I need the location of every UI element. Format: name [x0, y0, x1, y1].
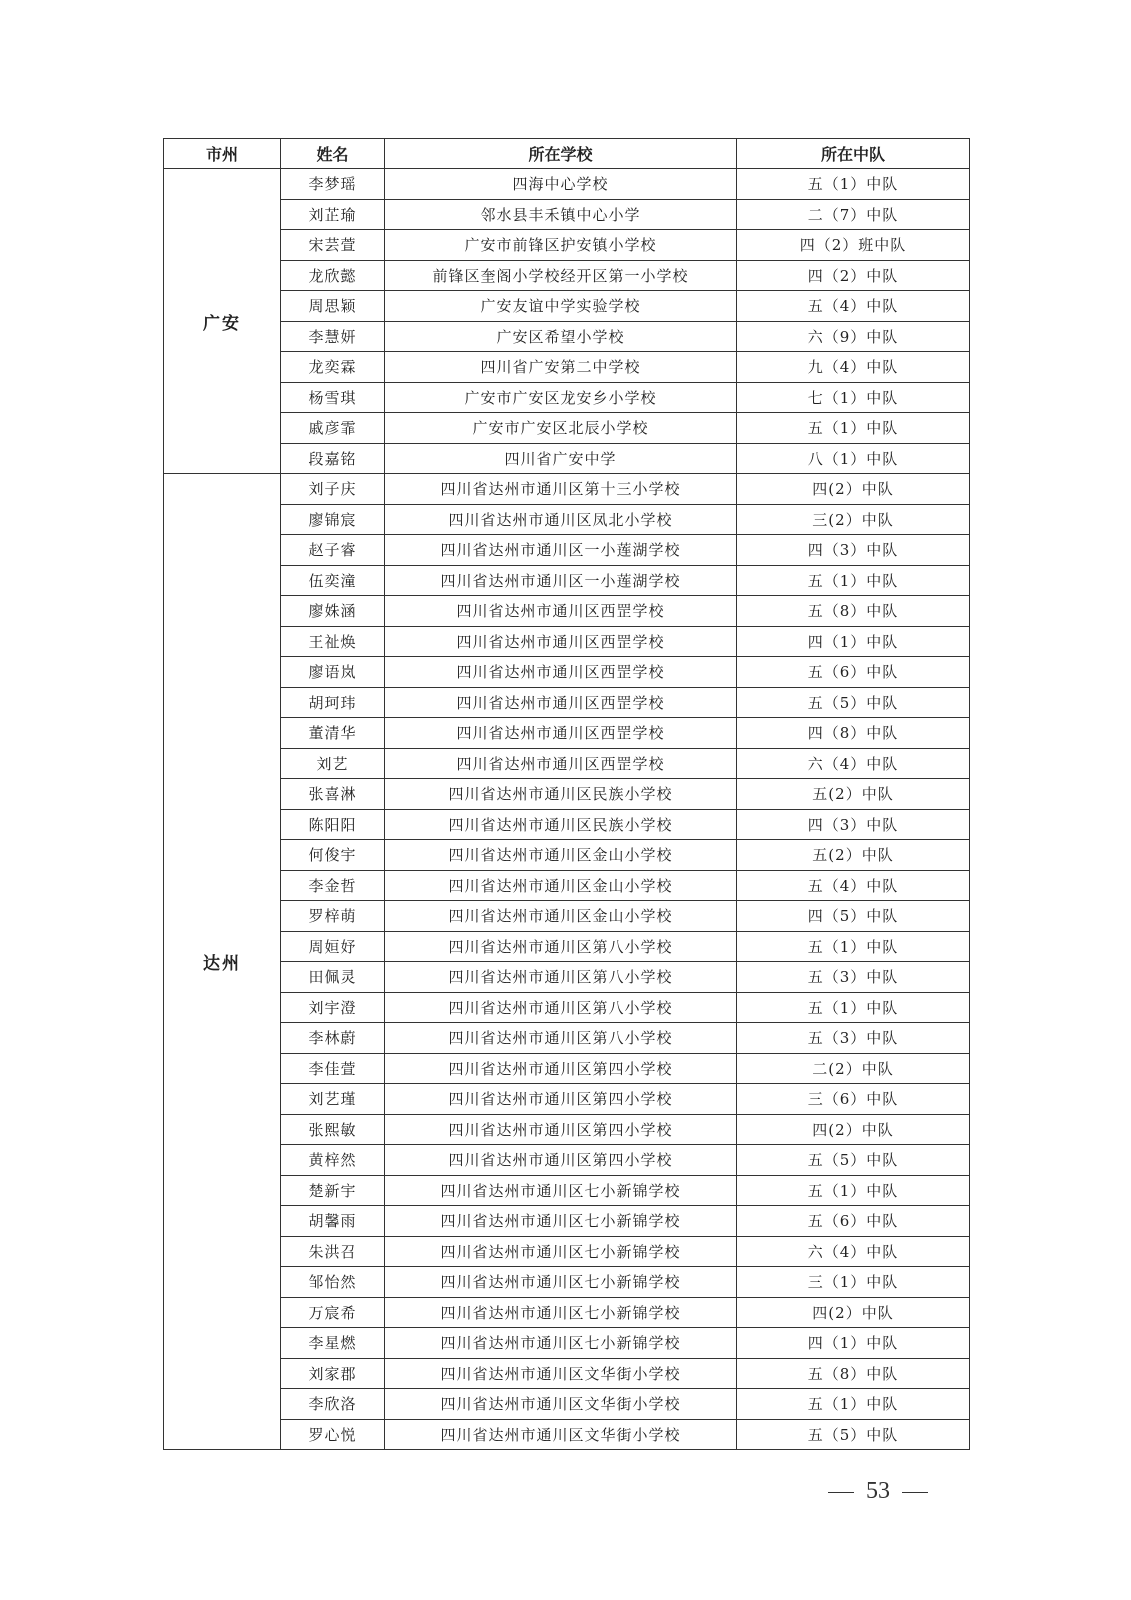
header-row: [164, 139, 970, 169]
table-row: [164, 413, 970, 444]
school-cell: 四川省达州市通川区第八小学校: [385, 962, 737, 993]
name-cell: 王祉焕: [281, 626, 385, 657]
table-row: [164, 382, 970, 413]
school-cell: 四川省达州市通川区西罡学校: [385, 718, 737, 749]
school-cell: 四川省广安中学: [385, 443, 737, 474]
school-cell: 四川省达州市通川区七小新锦学校: [385, 1236, 737, 1267]
squad-cell: 九（4）中队: [737, 352, 970, 383]
squad-cell: 五（4）中队: [737, 870, 970, 901]
school-cell: 四川省达州市通川区金山小学校: [385, 840, 737, 871]
name-cell: 刘芷瑜: [281, 199, 385, 230]
name-cell: 黄梓然: [281, 1145, 385, 1176]
table-row: [164, 169, 970, 200]
school-cell: 四川省达州市通川区七小新锦学校: [385, 1206, 737, 1237]
name-cell: 李欣洛: [281, 1389, 385, 1420]
roster-table: [163, 138, 970, 1450]
school-cell: 四川省达州市通川区凤北小学校: [385, 504, 737, 535]
name-cell: 廖锦宸: [281, 504, 385, 535]
name-cell: 朱洪召: [281, 1236, 385, 1267]
table-row: [164, 199, 970, 230]
school-cell: 广安友谊中学实验学校: [385, 291, 737, 322]
school-cell: 邻水县丰禾镇中心小学: [385, 199, 737, 230]
table-row: [164, 1053, 970, 1084]
table-row: [164, 1419, 970, 1450]
table-row: [164, 657, 970, 688]
school-cell: 四川省达州市通川区一小莲湖学校: [385, 535, 737, 566]
squad-cell: 五（1）中队: [737, 992, 970, 1023]
roster-body: [164, 169, 970, 1450]
squad-cell: 五（6）中队: [737, 1206, 970, 1237]
header-squad: 所在中队: [737, 139, 970, 169]
name-cell: 刘家郡: [281, 1358, 385, 1389]
school-cell: 四川省达州市通川区文华街小学校: [385, 1358, 737, 1389]
table-row: [164, 352, 970, 383]
name-cell: 廖姝涵: [281, 596, 385, 627]
school-cell: 四川省达州市通川区西罡学校: [385, 596, 737, 627]
squad-cell: 四（5）中队: [737, 901, 970, 932]
name-cell: 胡馨雨: [281, 1206, 385, 1237]
school-cell: 四川省达州市通川区第四小学校: [385, 1145, 737, 1176]
table-row: [164, 504, 970, 535]
table-row: [164, 931, 970, 962]
table-row: [164, 443, 970, 474]
header-city: 市州: [164, 139, 281, 169]
school-cell: 广安市广安区龙安乡小学校: [385, 382, 737, 413]
name-cell: 董清华: [281, 718, 385, 749]
table-row: [164, 1267, 970, 1298]
squad-cell: 六（4）中队: [737, 748, 970, 779]
name-cell: 刘宇澄: [281, 992, 385, 1023]
squad-cell: 三（1）中队: [737, 1267, 970, 1298]
table-row: [164, 1297, 970, 1328]
table-row: [164, 901, 970, 932]
school-cell: 四川省达州市通川区七小新锦学校: [385, 1267, 737, 1298]
table-row: [164, 1114, 970, 1145]
name-cell: 田佩灵: [281, 962, 385, 993]
school-cell: 四川省达州市通川区第十三小学校: [385, 474, 737, 505]
school-cell: 四川省达州市通川区西罡学校: [385, 657, 737, 688]
name-cell: 李佳萱: [281, 1053, 385, 1084]
squad-cell: 五（6）中队: [737, 657, 970, 688]
squad-cell: 五（8）中队: [737, 1358, 970, 1389]
name-cell: 李梦瑶: [281, 169, 385, 200]
name-cell: 周思颖: [281, 291, 385, 322]
school-cell: 四川省达州市通川区第八小学校: [385, 931, 737, 962]
squad-cell: 五（3）中队: [737, 1023, 970, 1054]
school-cell: 四川省达州市通川区文华街小学校: [385, 1419, 737, 1450]
squad-cell: 三(2）中队: [737, 504, 970, 535]
name-cell: 刘艺: [281, 748, 385, 779]
dash-right: [902, 1492, 928, 1493]
table-row: [164, 1358, 970, 1389]
squad-cell: 五（1）中队: [737, 1389, 970, 1420]
table-row: [164, 809, 970, 840]
squad-cell: 五（3）中队: [737, 962, 970, 993]
school-cell: 广安区希望小学校: [385, 321, 737, 352]
table-row: [164, 1389, 970, 1420]
squad-cell: 四（3）中队: [737, 809, 970, 840]
name-cell: 罗心悦: [281, 1419, 385, 1450]
name-cell: 周姮妤: [281, 931, 385, 962]
table-row: [164, 1328, 970, 1359]
name-cell: 万宸希: [281, 1297, 385, 1328]
squad-cell: 四（2）班中队: [737, 230, 970, 261]
name-cell: 楚新宇: [281, 1175, 385, 1206]
table-row: [164, 626, 970, 657]
school-cell: 广安市前锋区护安镇小学校: [385, 230, 737, 261]
name-cell: 段嘉铭: [281, 443, 385, 474]
name-cell: 张熙敏: [281, 1114, 385, 1145]
school-cell: 四川省达州市通川区民族小学校: [385, 779, 737, 810]
squad-cell: 五(2）中队: [737, 840, 970, 871]
table-row: [164, 260, 970, 291]
name-cell: 何俊宇: [281, 840, 385, 871]
city-cell: 达州: [164, 474, 281, 1450]
name-cell: 杨雪琪: [281, 382, 385, 413]
table-row: [164, 1206, 970, 1237]
page-number: [808, 1478, 948, 1505]
school-cell: 四川省达州市通川区第四小学校: [385, 1114, 737, 1145]
squad-cell: 六（9）中队: [737, 321, 970, 352]
squad-cell: 五（1）中队: [737, 565, 970, 596]
squad-cell: 五（4）中队: [737, 291, 970, 322]
table-row: [164, 291, 970, 322]
squad-cell: 五(2）中队: [737, 779, 970, 810]
school-cell: 四川省达州市通川区第八小学校: [385, 1023, 737, 1054]
name-cell: 龙欣懿: [281, 260, 385, 291]
table-row: [164, 230, 970, 261]
squad-cell: 七（1）中队: [737, 382, 970, 413]
header-school: 所在学校: [385, 139, 737, 169]
squad-cell: 六（4）中队: [737, 1236, 970, 1267]
table-row: [164, 962, 970, 993]
table-row: [164, 1236, 970, 1267]
squad-cell: 五（5）中队: [737, 1145, 970, 1176]
squad-cell: 四（8）中队: [737, 718, 970, 749]
header-name: 姓名: [281, 139, 385, 169]
school-cell: 四川省达州市通川区金山小学校: [385, 901, 737, 932]
school-cell: 四川省达州市通川区民族小学校: [385, 809, 737, 840]
name-cell: 李星燃: [281, 1328, 385, 1359]
table-row: [164, 565, 970, 596]
table-row: [164, 992, 970, 1023]
name-cell: 宋芸萱: [281, 230, 385, 261]
squad-cell: 四（1）中队: [737, 1328, 970, 1359]
table-row: [164, 596, 970, 627]
name-cell: 戚彦霏: [281, 413, 385, 444]
school-cell: 四川省广安第二中学校: [385, 352, 737, 383]
squad-cell: 二（7）中队: [737, 199, 970, 230]
school-cell: 前锋区奎阁小学校经开区第一小学校: [385, 260, 737, 291]
table-row: [164, 1023, 970, 1054]
name-cell: 张喜淋: [281, 779, 385, 810]
school-cell: 广安市广安区北辰小学校: [385, 413, 737, 444]
name-cell: 罗梓萌: [281, 901, 385, 932]
name-cell: 龙奕霖: [281, 352, 385, 383]
squad-cell: 五（1）中队: [737, 413, 970, 444]
table-row: [164, 748, 970, 779]
school-cell: 四川省达州市通川区第四小学校: [385, 1084, 737, 1115]
table-row: [164, 718, 970, 749]
squad-cell: 五（5）中队: [737, 687, 970, 718]
school-cell: 四川省达州市通川区西罡学校: [385, 748, 737, 779]
school-cell: 四川省达州市通川区第四小学校: [385, 1053, 737, 1084]
name-cell: 李慧妍: [281, 321, 385, 352]
squad-cell: 四(2）中队: [737, 1297, 970, 1328]
dash-left: [828, 1492, 854, 1493]
school-cell: 四川省达州市通川区七小新锦学校: [385, 1175, 737, 1206]
squad-cell: 五（1）中队: [737, 931, 970, 962]
school-cell: 四川省达州市通川区金山小学校: [385, 870, 737, 901]
table-row: [164, 779, 970, 810]
school-cell: 四川省达州市通川区文华街小学校: [385, 1389, 737, 1420]
school-cell: 四川省达州市通川区七小新锦学校: [385, 1328, 737, 1359]
school-cell: 四川省达州市通川区西罡学校: [385, 687, 737, 718]
city-cell: 广安: [164, 169, 281, 474]
squad-cell: 八（1）中队: [737, 443, 970, 474]
school-cell: 四川省达州市通川区第八小学校: [385, 992, 737, 1023]
name-cell: 赵子睿: [281, 535, 385, 566]
school-cell: 四川省达州市通川区七小新锦学校: [385, 1297, 737, 1328]
table-row: [164, 840, 970, 871]
squad-cell: 三（6）中队: [737, 1084, 970, 1115]
page-number-value: 53: [866, 1478, 890, 1504]
school-cell: 四川省达州市通川区一小莲湖学校: [385, 565, 737, 596]
squad-cell: 四(2）中队: [737, 1114, 970, 1145]
name-cell: 胡珂玮: [281, 687, 385, 718]
name-cell: 李林蔚: [281, 1023, 385, 1054]
squad-cell: 四（1）中队: [737, 626, 970, 657]
table-row: [164, 321, 970, 352]
name-cell: 刘子庆: [281, 474, 385, 505]
table-row: [164, 474, 970, 505]
name-cell: 李金哲: [281, 870, 385, 901]
school-cell: 四海中心学校: [385, 169, 737, 200]
squad-cell: 四（3）中队: [737, 535, 970, 566]
table-row: [164, 1175, 970, 1206]
squad-cell: 二(2）中队: [737, 1053, 970, 1084]
table-row: [164, 1084, 970, 1115]
name-cell: 刘艺瑾: [281, 1084, 385, 1115]
squad-cell: 四（2）中队: [737, 260, 970, 291]
name-cell: 陈阳阳: [281, 809, 385, 840]
name-cell: 伍奕潼: [281, 565, 385, 596]
name-cell: 邹怡然: [281, 1267, 385, 1298]
squad-cell: 五（8）中队: [737, 596, 970, 627]
table-row: [164, 535, 970, 566]
squad-cell: 五（5）中队: [737, 1419, 970, 1450]
squad-cell: 五（1）中队: [737, 1175, 970, 1206]
name-cell: 廖语岚: [281, 657, 385, 688]
table-row: [164, 1145, 970, 1176]
table-row: [164, 870, 970, 901]
table-row: [164, 687, 970, 718]
squad-cell: 四(2）中队: [737, 474, 970, 505]
squad-cell: 五（1）中队: [737, 169, 970, 200]
school-cell: 四川省达州市通川区西罡学校: [385, 626, 737, 657]
